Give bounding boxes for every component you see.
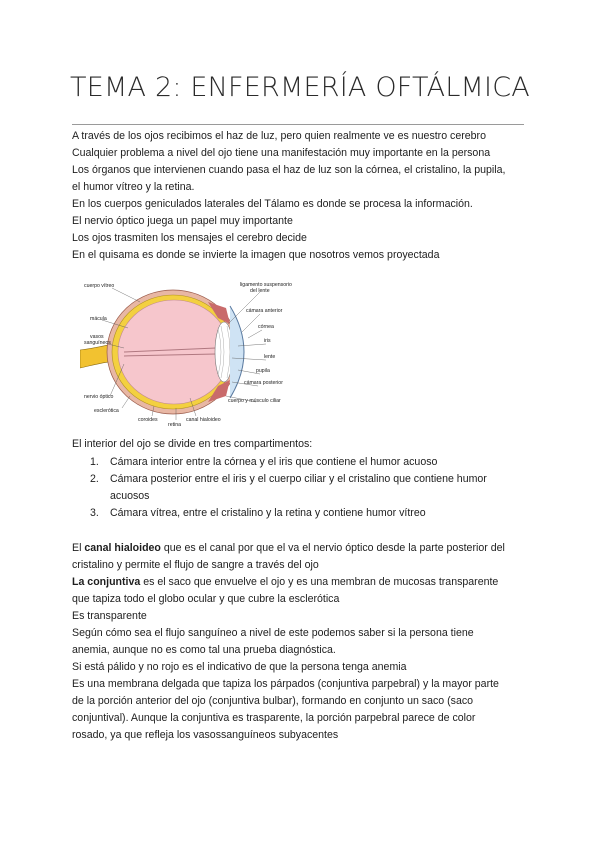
text-line: En los cuerpos geniculados laterales del Tálamo es donde se procesa la información. (72, 198, 473, 210)
eye-anatomy-diagram (80, 278, 296, 428)
text-line: Es transparente (72, 610, 147, 622)
text-line: El nervio óptico juega un papel muy importante (72, 215, 293, 227)
compartments-list (90, 454, 530, 522)
compartments-intro (72, 436, 532, 453)
text-line: anemia, aunque no es como tal una prueba diagnóstica. (72, 644, 336, 656)
label-camara-anterior: cámara anterior (246, 308, 283, 314)
list-number: 2. (90, 473, 99, 485)
label-cuerpo-musculo-ciliar: cuerpo y músculo ciliar (228, 398, 281, 404)
label-lente: lente (264, 354, 276, 360)
text-line: rosado, ya que refleja los vasossanguíneos subyacentes (72, 729, 339, 741)
list-text: Cámara vítrea, entre el cristalino y la retina y contiene humor vítreo (110, 507, 426, 519)
list-text: acuosos (110, 490, 150, 502)
label-coroides: coroides (138, 417, 158, 423)
term-conjuntiva: La conjuntiva (72, 576, 141, 588)
list-number: 1. (90, 456, 99, 468)
label-sanguineos: sanguíneos (84, 340, 111, 346)
label-esclerotica: esclerótica (94, 408, 119, 414)
text-span: que es el canal por que el va el nervio óptico desde la parte posterior del (160, 542, 505, 554)
page-title: TEMA 2: ENFERMERÍA OFTÁLMICA (70, 72, 530, 103)
list-number: 3. (90, 507, 99, 519)
text-line: Es una membrana delgada que tapiza los párpados (conjuntiva parpebral) y la mayor parte (72, 678, 499, 690)
text-line: Cualquier problema a nivel del ojo tiene una manifestación muy importante en la persona (72, 147, 491, 159)
text-line: que tapiza todo el globo ocular y que cubre la esclerótica (72, 593, 340, 605)
text-line: Los órganos que intervienen cuando pasa el haz de luz son la córnea, el cristalino, la pupila, (72, 164, 506, 176)
label-iris: iris (264, 338, 271, 344)
list-text: Cámara posterior entre el iris y el cuerpo ciliar y el cristalino que contiene humor (110, 473, 487, 485)
list-item (90, 471, 530, 488)
text-line: El interior del ojo se divide en tres compartimentos: (72, 438, 313, 450)
text-line (72, 574, 532, 591)
label-vasos: vasos (90, 334, 104, 340)
label-canal-hialoideo: canal hialoideo (186, 417, 221, 423)
list-item (90, 505, 530, 522)
label-cornea: córnea (258, 324, 274, 330)
text-line: conjuntival). Aunque la conjuntiva es trasparente, la porción parpebral parece de color (72, 712, 476, 724)
text-line: En el quisama es donde se invierte la imagen que nosotros vemos proyectada (72, 249, 440, 261)
text-line: de la porción anterior del ojo (conjuntiva bulbar), formando en conjunto un saco (saco (72, 695, 474, 707)
label-camara-posterior: cámara posterior (244, 380, 283, 386)
text-span: El (72, 542, 85, 554)
label-nervio-optico: nervio óptico (84, 394, 114, 400)
text-line: Según cómo sea el flujo sanguíneo a nivel de este podemos saber si la persona tiene (72, 627, 474, 639)
label-retina: retina (168, 422, 181, 428)
text-line: Si está pálido y no rojo es el indicativo de que la persona tenga anemia (72, 661, 407, 673)
list-text: Cámara interior entre la córnea y el iris que contiene el humor acuoso (110, 456, 438, 468)
title-divider (72, 124, 524, 125)
list-item-continuation (90, 488, 530, 505)
label-del-lente: del lente (250, 288, 270, 294)
label-pupila: pupila (256, 368, 270, 374)
text-line (72, 540, 532, 557)
label-ligamento: ligamento suspensorio (240, 282, 292, 288)
text-line: A través de los ojos recibimos el haz de luz, pero quien realmente ve es nuestro cerebro (72, 130, 486, 142)
label-cuerpo-vitreo: cuerpo vítreo (84, 283, 115, 289)
list-item (90, 454, 530, 471)
body-paragraphs (72, 540, 532, 744)
term-canal-hialoideo: canal hialoideo (84, 542, 161, 554)
text-line: cristalino y permite el flujo de sangre a través del ojo (72, 559, 319, 571)
text-span: es el saco que envuelve el ojo y es una membran de mucosas transparente (140, 576, 499, 588)
intro-paragraph (72, 128, 532, 264)
text-line: Los ojos trasmiten los mensajes el cerebro decide (72, 232, 307, 244)
label-macula: mácula (90, 316, 107, 322)
text-line: el humor vítreo y la retina. (72, 181, 195, 193)
